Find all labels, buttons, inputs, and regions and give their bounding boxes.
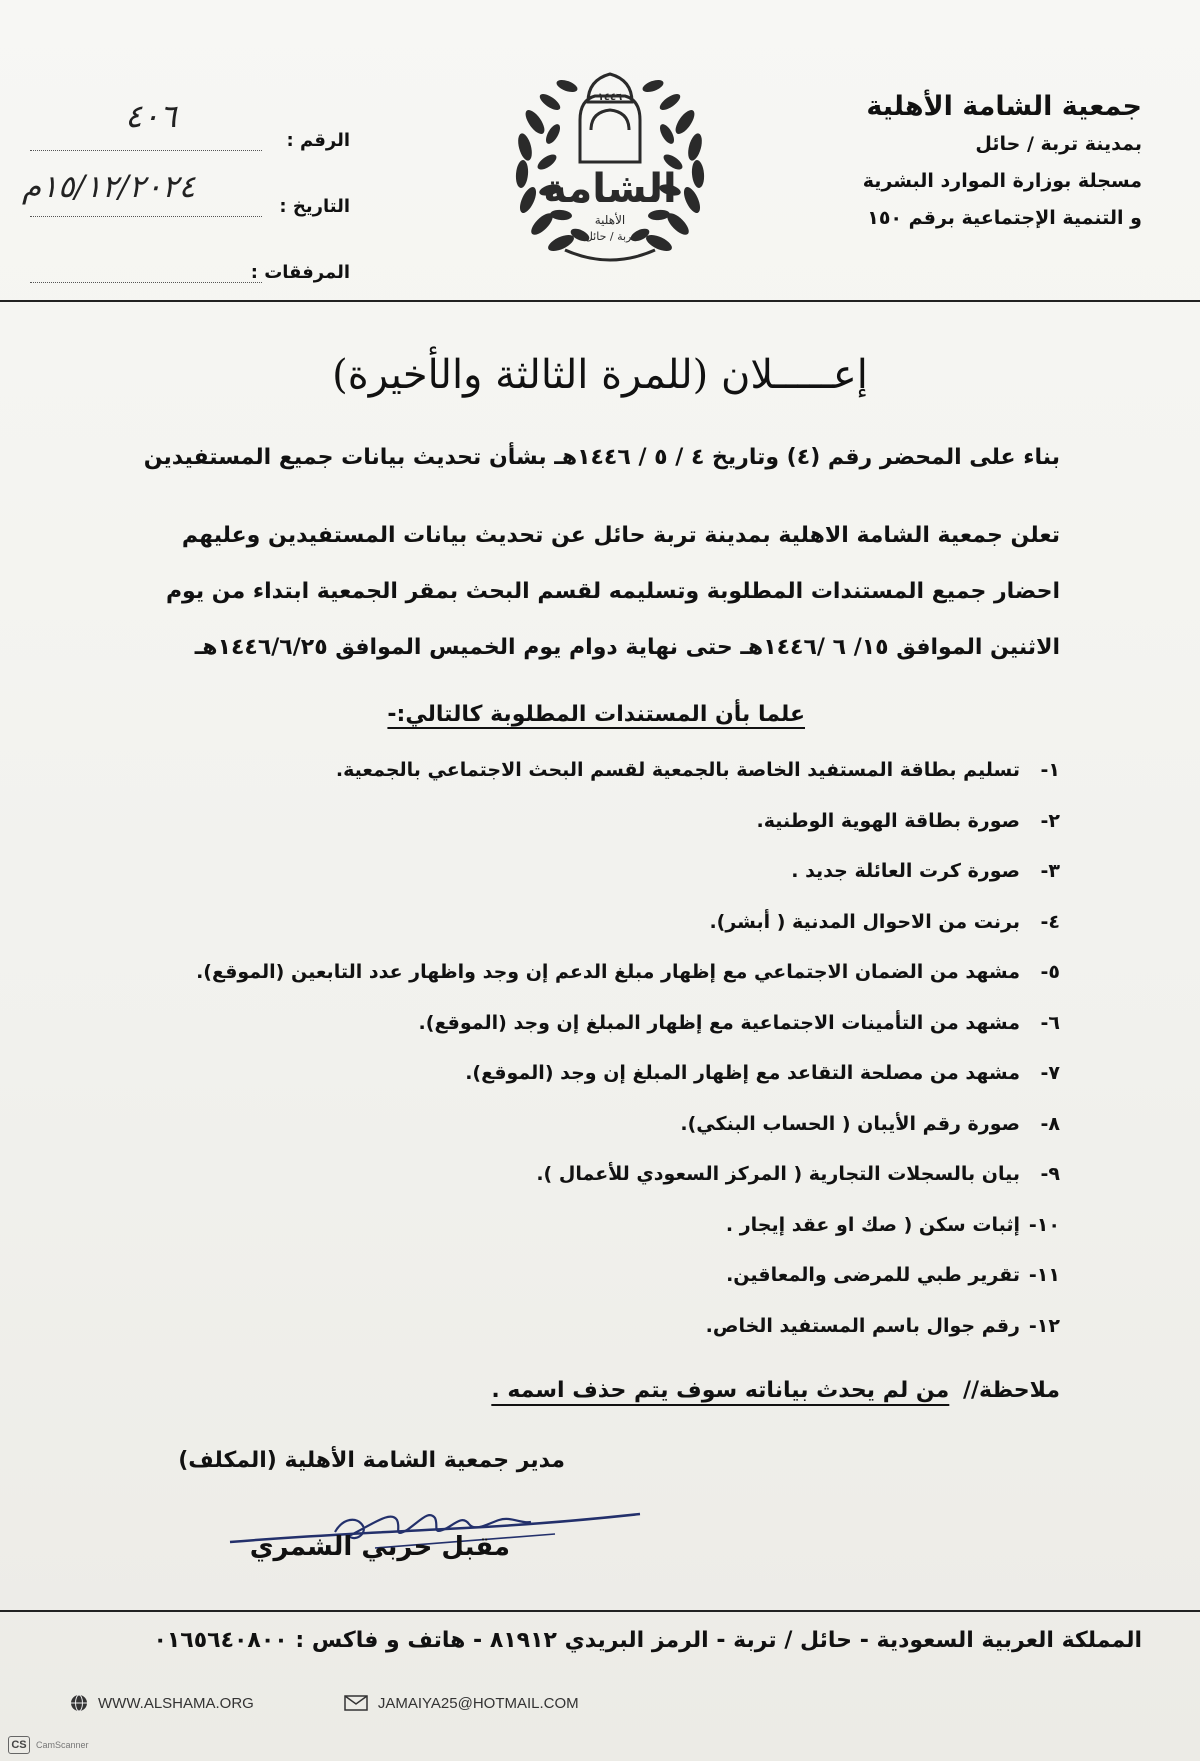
requirement-number: ٤- xyxy=(1040,910,1060,933)
requirement-item xyxy=(110,954,1060,1005)
requirement-text: برنت من الاحوال المدنية ( أبشر). xyxy=(709,910,1020,933)
email-address[interactable]: JAMAIYA25@HOTMAIL.COM xyxy=(377,1694,579,1712)
website-contact[interactable] xyxy=(70,1694,254,1712)
manager-title: مدير جمعية الشامة الأهلية (المكلف) xyxy=(178,1448,565,1473)
requirement-text: تقرير طبي للمرضى والمعاقين. xyxy=(726,1264,1020,1286)
date-label: التاريخ : xyxy=(279,196,350,217)
logo-badge xyxy=(580,74,640,162)
reference-number-value: ٤٠٦ xyxy=(125,97,177,135)
footer-contacts xyxy=(70,1688,579,1718)
website-url[interactable]: WWW.ALSHAMA.ORG xyxy=(98,1694,254,1712)
header-divider xyxy=(0,300,1200,302)
attachments-line xyxy=(30,253,262,283)
requirement-text: إثبات سكن ( صك او عقد إيجار . xyxy=(725,1213,1020,1236)
requirement-number: ٢- xyxy=(1040,809,1060,832)
requirement-item xyxy=(110,1207,1060,1258)
attachments-label: المرفقات : xyxy=(250,262,350,283)
org-city: بمدينة تربة / حائل xyxy=(975,133,1142,155)
requirement-text: تسليم بطاقة المستفيد الخاصة بالجمعية لقسم البحث الاجتماعي بالجمعية. xyxy=(335,759,1020,781)
globe-icon xyxy=(70,1694,88,1712)
requirement-text: مشهد من الضمان الاجتماعي مع إظهار مبلغ الدعم إن وجد واظهار عدد التابعين (الموقع). xyxy=(196,961,1020,983)
organization-header xyxy=(842,88,1142,237)
requirement-item xyxy=(110,803,1060,854)
footer-address: المملكة العربية السعودية - حائل / تربة - الرمز البريدي ٨١٩١٢ - هاتف و فاكس : ٠١٦٥٦٤٠٨٠٠ xyxy=(153,1628,1142,1653)
requirement-number: ٩- xyxy=(1040,1163,1060,1185)
requirement-number: ١٠- xyxy=(1028,1213,1060,1236)
date-line xyxy=(22,169,262,217)
note-label: ملاحظة// xyxy=(962,1378,1060,1403)
logo-badge-text: ١٤٤٦ xyxy=(597,92,623,103)
scanner-text: CamScanner xyxy=(36,1740,89,1750)
reference-number-line xyxy=(30,97,262,151)
requirement-text: مشهد من التأمينات الاجتماعية مع إظهار المبلغ إن وجد (الموقع). xyxy=(418,1011,1020,1034)
requirement-number: ١- xyxy=(1040,759,1060,781)
date-row xyxy=(22,151,350,217)
scanner-watermark xyxy=(8,1736,89,1754)
requirement-text: بيان بالسجلات التجارية ( المركز السعودي للأعمال ). xyxy=(536,1163,1020,1185)
requirement-number: ٣- xyxy=(1040,860,1060,882)
announcement-paragraph: تعلن جمعية الشامة الاهلية بمدينة تربة حائل عن تحديث بيانات المستفيدين وعليهم احضار جميع المستندات المطلوبة وتسليمه لقسم البحث بمقر الجمعية ابتداء من يوم الاثنين الموافق ١٥/ ٦ /١٤٤٦هـ حتى نهاية دوام يوم الخميس الموافق ١٤٤٦/٦/٢٥هـ xyxy=(165,523,1060,660)
reference-fields xyxy=(22,85,350,283)
requirement-item xyxy=(110,1106,1060,1157)
camscanner-icon: CS xyxy=(8,1736,30,1754)
requirement-text: مشهد من مصلحة التقاعد مع إظهار المبلغ إن وجد (الموقع). xyxy=(465,1062,1020,1084)
org-name: جمعية الشامة الأهلية xyxy=(866,91,1142,122)
manager-name: مقبل حربي الشمري xyxy=(249,1532,510,1562)
logo-main-text: الشامة xyxy=(543,166,677,212)
announcement-title: إعـــــلان (للمرة الثالثة والأخيرة) xyxy=(332,352,868,398)
requirements-list xyxy=(110,752,1060,1358)
requirement-text: صورة بطاقة الهوية الوطنية. xyxy=(756,809,1020,832)
requirements-heading: علما بأن المستندات المطلوبة كالتالي:- xyxy=(387,702,805,727)
org-registration-number: و التنمية الإجتماعية برقم ١٥٠ xyxy=(867,207,1142,229)
logo-sub-text: الأهلية xyxy=(594,213,626,227)
requirement-text: صورة كرت العائلة جديد . xyxy=(791,860,1020,882)
logo-location-text: تربة / حائل xyxy=(584,230,636,243)
requirement-number: ٧- xyxy=(1040,1062,1060,1084)
requirement-item xyxy=(110,1005,1060,1056)
requirement-number: ١١- xyxy=(1028,1264,1060,1286)
requirement-number: ١٢- xyxy=(1028,1314,1060,1337)
requirement-text: رقم جوال باسم المستفيد الخاص. xyxy=(705,1314,1020,1337)
requirement-number: ٥- xyxy=(1040,961,1060,983)
requirement-item xyxy=(110,853,1060,904)
email-contact[interactable] xyxy=(344,1695,579,1712)
requirement-item xyxy=(110,1308,1060,1359)
requirement-item xyxy=(110,904,1060,955)
reference-number-row xyxy=(30,85,350,151)
requirement-text: صورة رقم الأيبان ( الحساب البنكي). xyxy=(680,1112,1020,1135)
requirement-item xyxy=(110,1156,1060,1207)
requirement-number: ٦- xyxy=(1040,1011,1060,1034)
org-registration: مسجلة بوزارة الموارد البشرية xyxy=(862,170,1142,192)
note-text: من لم يحدث بياناته سوف يتم حذف اسمه . xyxy=(491,1378,950,1403)
envelope-icon xyxy=(344,1695,368,1711)
date-value: ١٥/١٢/٢٠٢٤م xyxy=(22,169,196,205)
requirement-item xyxy=(110,1055,1060,1106)
requirement-item xyxy=(110,752,1060,803)
deletion-note xyxy=(491,1378,1060,1403)
attachments-row xyxy=(30,217,350,283)
intro-paragraph: بناء على المحضر رقم (٤) وتاريخ ٤ / ٥ / ١٤٤٦هـ بشأن تحديث بيانات جميع المستفيدين xyxy=(143,445,1060,470)
requirement-item xyxy=(110,1257,1060,1308)
organization-logo xyxy=(495,52,725,277)
reference-number-label: الرقم : xyxy=(286,130,350,151)
requirement-number: ٨- xyxy=(1040,1112,1060,1135)
footer-divider xyxy=(0,1610,1200,1612)
